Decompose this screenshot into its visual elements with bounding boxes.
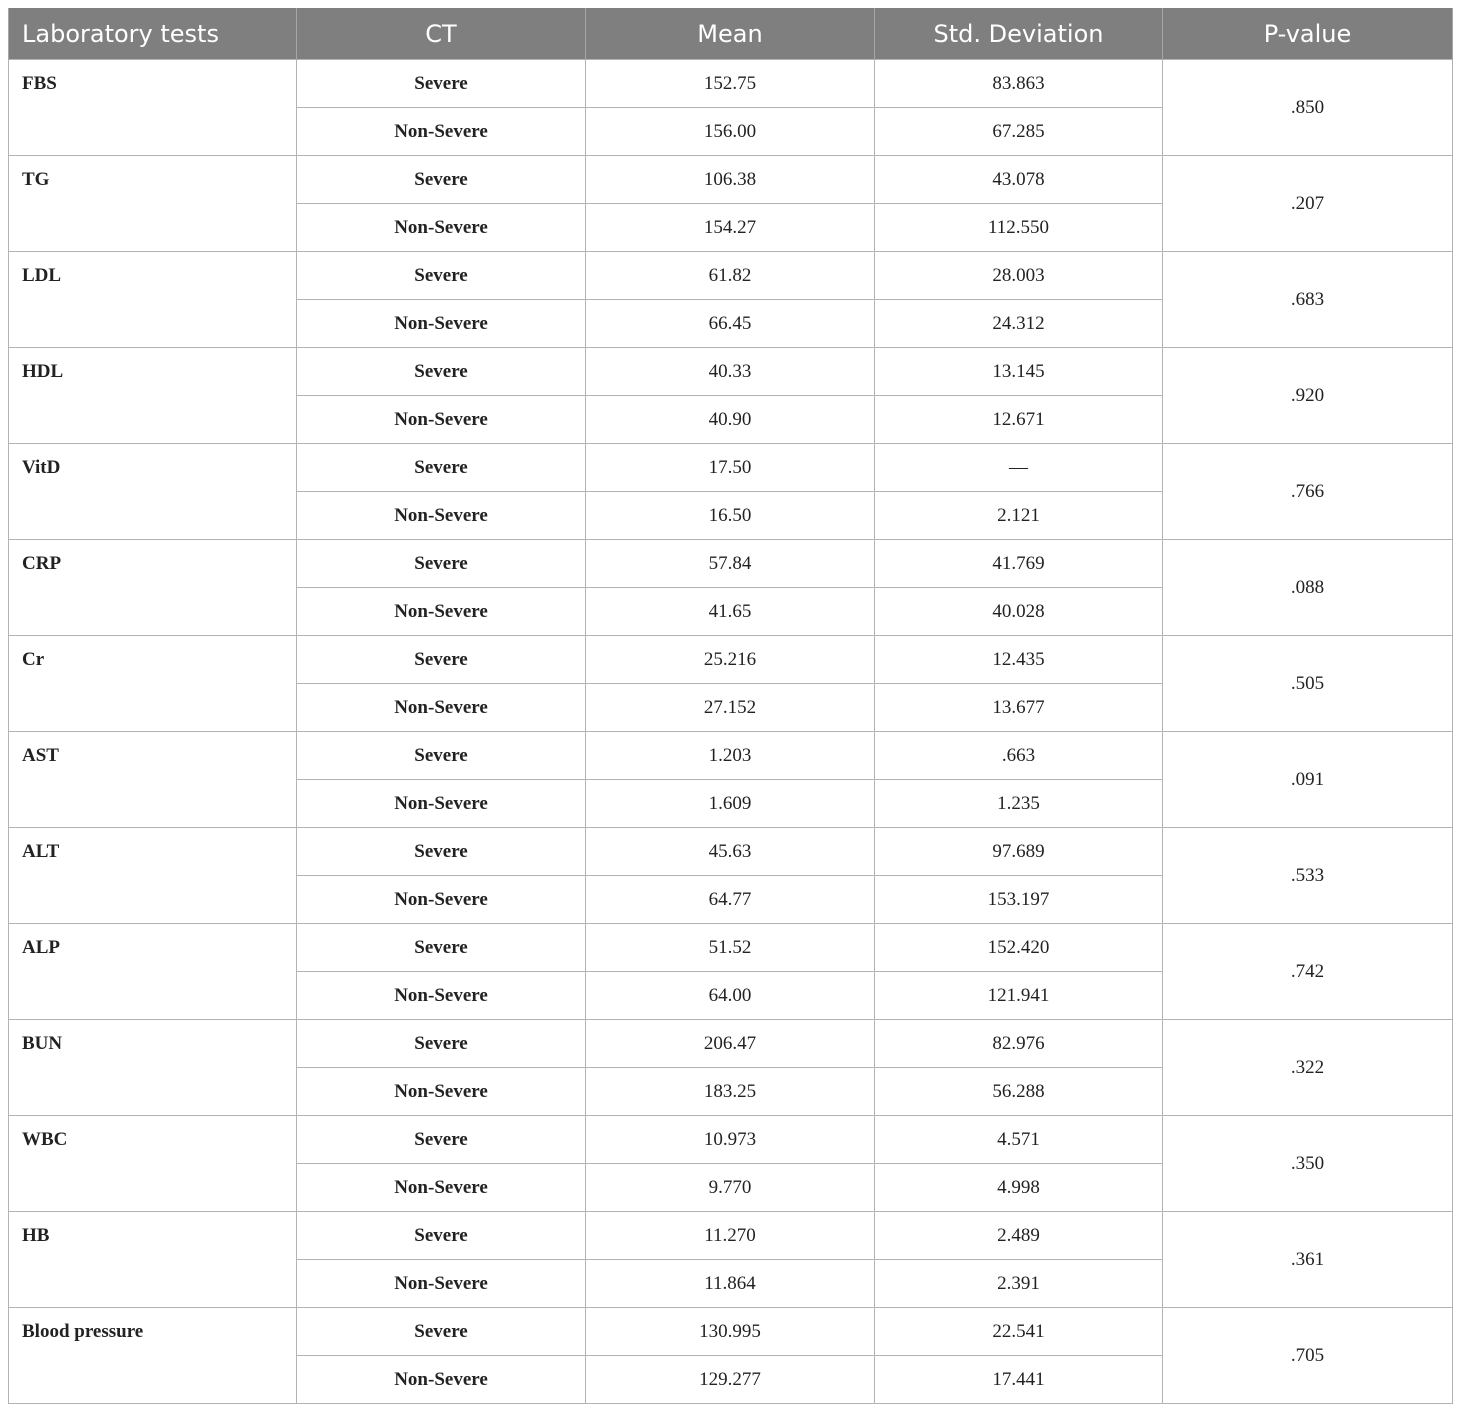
- std-deviation-cell: 4.571: [875, 1116, 1163, 1164]
- ct-cell: Non-Severe: [297, 1260, 586, 1308]
- mean-cell: 17.50: [586, 444, 875, 492]
- mean-cell: 64.00: [586, 972, 875, 1020]
- mean-cell: 206.47: [586, 1020, 875, 1068]
- std-deviation-cell: 97.689: [875, 828, 1163, 876]
- ct-cell: Non-Severe: [297, 684, 586, 732]
- std-deviation-cell: 12.435: [875, 636, 1163, 684]
- mean-cell: 130.995: [586, 1308, 875, 1356]
- header-std-deviation: Std. Deviation: [875, 8, 1163, 60]
- p-value-cell: .350: [1163, 1116, 1453, 1212]
- ct-cell: Non-Severe: [297, 108, 586, 156]
- std-deviation-cell: 83.863: [875, 60, 1163, 108]
- std-deviation-cell: 56.288: [875, 1068, 1163, 1116]
- table-header: [9, 8, 1453, 60]
- table-row: [9, 60, 1453, 108]
- std-deviation-cell: 67.285: [875, 108, 1163, 156]
- std-deviation-cell: 1.235: [875, 780, 1163, 828]
- p-value-cell: .920: [1163, 348, 1453, 444]
- ct-cell: Severe: [297, 732, 586, 780]
- table-row: [9, 732, 1453, 780]
- table-row: [9, 444, 1453, 492]
- std-deviation-cell: 13.145: [875, 348, 1163, 396]
- table-row: [9, 252, 1453, 300]
- std-deviation-cell: .663: [875, 732, 1163, 780]
- mean-cell: 57.84: [586, 540, 875, 588]
- test-name-cell: TG: [9, 156, 297, 252]
- std-deviation-cell: 2.391: [875, 1260, 1163, 1308]
- ct-cell: Severe: [297, 1020, 586, 1068]
- table-row: [9, 348, 1453, 396]
- test-name-cell: AST: [9, 732, 297, 828]
- std-deviation-cell: 4.998: [875, 1164, 1163, 1212]
- std-deviation-cell: 40.028: [875, 588, 1163, 636]
- mean-cell: 1.609: [586, 780, 875, 828]
- test-name-cell: BUN: [9, 1020, 297, 1116]
- ct-cell: Non-Severe: [297, 1164, 586, 1212]
- mean-cell: 51.52: [586, 924, 875, 972]
- ct-cell: Non-Severe: [297, 972, 586, 1020]
- header-mean: Mean: [586, 8, 875, 60]
- mean-cell: 106.38: [586, 156, 875, 204]
- mean-cell: 10.973: [586, 1116, 875, 1164]
- ct-cell: Severe: [297, 444, 586, 492]
- mean-cell: 25.216: [586, 636, 875, 684]
- test-name-cell: Cr: [9, 636, 297, 732]
- p-value-cell: .088: [1163, 540, 1453, 636]
- table-row: [9, 828, 1453, 876]
- ct-cell: Severe: [297, 252, 586, 300]
- ct-cell: Severe: [297, 348, 586, 396]
- p-value-cell: .322: [1163, 1020, 1453, 1116]
- std-deviation-cell: 24.312: [875, 300, 1163, 348]
- std-deviation-cell: 2.489: [875, 1212, 1163, 1260]
- header-p-value: P-value: [1163, 8, 1453, 60]
- mean-cell: 66.45: [586, 300, 875, 348]
- mean-cell: 156.00: [586, 108, 875, 156]
- std-deviation-cell: 152.420: [875, 924, 1163, 972]
- test-name-cell: HB: [9, 1212, 297, 1308]
- ct-cell: Non-Severe: [297, 876, 586, 924]
- mean-cell: 64.77: [586, 876, 875, 924]
- test-name-cell: HDL: [9, 348, 297, 444]
- header-ct: CT: [297, 8, 586, 60]
- test-name-cell: ALT: [9, 828, 297, 924]
- p-value-cell: .742: [1163, 924, 1453, 1020]
- std-deviation-cell: 28.003: [875, 252, 1163, 300]
- mean-cell: 16.50: [586, 492, 875, 540]
- ct-cell: Severe: [297, 636, 586, 684]
- p-value-cell: .705: [1163, 1308, 1453, 1404]
- mean-cell: 129.277: [586, 1356, 875, 1404]
- std-deviation-cell: 121.941: [875, 972, 1163, 1020]
- p-value-cell: .533: [1163, 828, 1453, 924]
- ct-cell: Non-Severe: [297, 588, 586, 636]
- ct-cell: Non-Severe: [297, 204, 586, 252]
- test-name-cell: CRP: [9, 540, 297, 636]
- test-name-cell: FBS: [9, 60, 297, 156]
- test-name-cell: ALP: [9, 924, 297, 1020]
- mean-cell: 11.864: [586, 1260, 875, 1308]
- mean-cell: 40.33: [586, 348, 875, 396]
- ct-cell: Non-Severe: [297, 396, 586, 444]
- ct-cell: Non-Severe: [297, 1068, 586, 1116]
- p-value-cell: .505: [1163, 636, 1453, 732]
- std-deviation-cell: 12.671: [875, 396, 1163, 444]
- ct-cell: Non-Severe: [297, 780, 586, 828]
- mean-cell: 61.82: [586, 252, 875, 300]
- std-deviation-cell: —: [875, 444, 1163, 492]
- ct-cell: Severe: [297, 540, 586, 588]
- std-deviation-cell: 41.769: [875, 540, 1163, 588]
- std-deviation-cell: 43.078: [875, 156, 1163, 204]
- std-deviation-cell: 112.550: [875, 204, 1163, 252]
- mean-cell: 1.203: [586, 732, 875, 780]
- table-row: [9, 1308, 1453, 1356]
- std-deviation-cell: 13.677: [875, 684, 1163, 732]
- p-value-cell: .683: [1163, 252, 1453, 348]
- p-value-cell: .850: [1163, 60, 1453, 156]
- table-row: [9, 1020, 1453, 1068]
- test-name-cell: VitD: [9, 444, 297, 540]
- mean-cell: 183.25: [586, 1068, 875, 1116]
- std-deviation-cell: 153.197: [875, 876, 1163, 924]
- p-value-cell: .361: [1163, 1212, 1453, 1308]
- header-laboratory-tests: Laboratory tests: [9, 8, 297, 60]
- table-row: [9, 924, 1453, 972]
- mean-cell: 45.63: [586, 828, 875, 876]
- header-row: [9, 8, 1453, 60]
- ct-cell: Severe: [297, 1212, 586, 1260]
- ct-cell: Severe: [297, 60, 586, 108]
- mean-cell: 40.90: [586, 396, 875, 444]
- mean-cell: 9.770: [586, 1164, 875, 1212]
- test-name-cell: LDL: [9, 252, 297, 348]
- ct-cell: Non-Severe: [297, 300, 586, 348]
- ct-cell: Severe: [297, 1308, 586, 1356]
- table-row: [9, 636, 1453, 684]
- p-value-cell: .091: [1163, 732, 1453, 828]
- mean-cell: 11.270: [586, 1212, 875, 1260]
- ct-cell: Severe: [297, 156, 586, 204]
- table-row: [9, 156, 1453, 204]
- table-row: [9, 1212, 1453, 1260]
- mean-cell: 154.27: [586, 204, 875, 252]
- std-deviation-cell: 2.121: [875, 492, 1163, 540]
- test-name-cell: WBC: [9, 1116, 297, 1212]
- ct-cell: Non-Severe: [297, 492, 586, 540]
- test-name-cell: Blood pressure: [9, 1308, 297, 1404]
- table-body: [9, 60, 1453, 1404]
- ct-cell: Severe: [297, 924, 586, 972]
- table-row: [9, 540, 1453, 588]
- ct-cell: Non-Severe: [297, 1356, 586, 1404]
- p-value-cell: .207: [1163, 156, 1453, 252]
- std-deviation-cell: 82.976: [875, 1020, 1163, 1068]
- ct-cell: Severe: [297, 1116, 586, 1164]
- table-row: [9, 1116, 1453, 1164]
- mean-cell: 152.75: [586, 60, 875, 108]
- ct-cell: Severe: [297, 828, 586, 876]
- mean-cell: 41.65: [586, 588, 875, 636]
- std-deviation-cell: 17.441: [875, 1356, 1163, 1404]
- p-value-cell: .766: [1163, 444, 1453, 540]
- laboratory-tests-table: [8, 8, 1453, 1404]
- mean-cell: 27.152: [586, 684, 875, 732]
- std-deviation-cell: 22.541: [875, 1308, 1163, 1356]
